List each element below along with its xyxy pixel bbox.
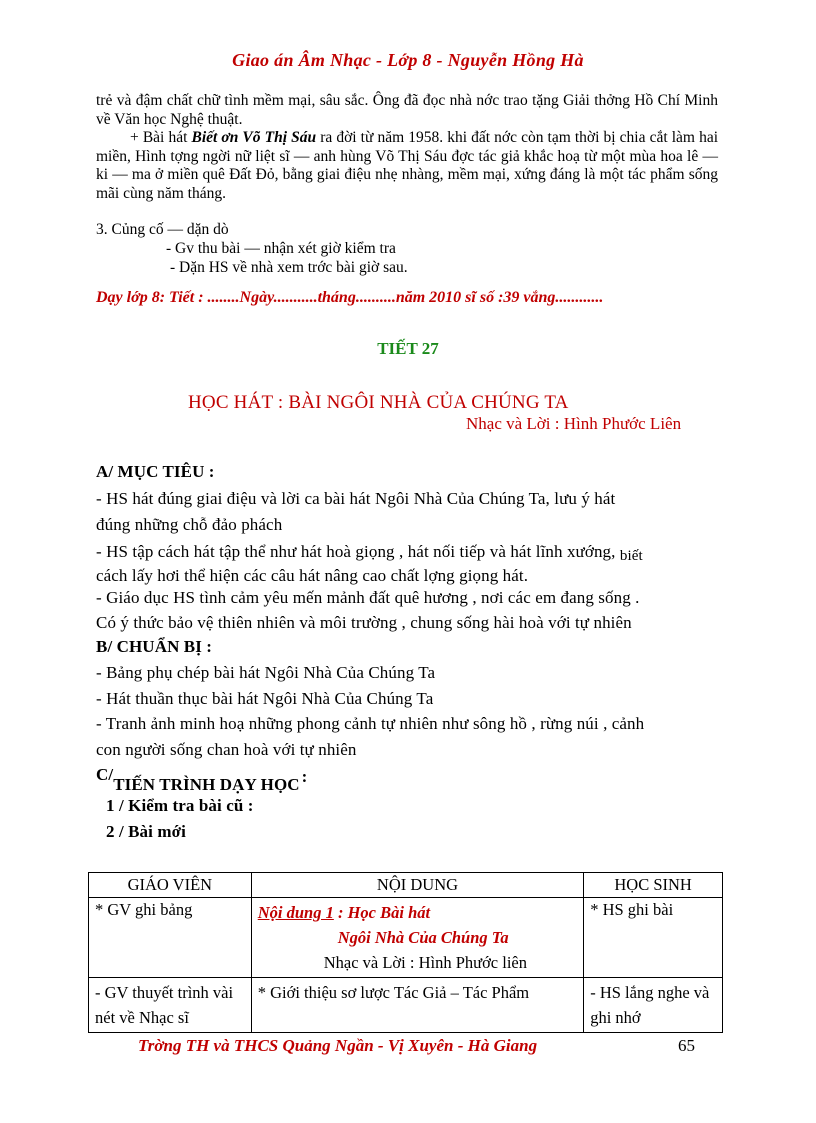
section-a-line: - HS hát đúng giai điệu và lời ca bài hát Ngôi Nhà Của Chúng Ta, lưu ý hát [96, 489, 616, 508]
section-b-line: - Bảng phụ chép bài hát Ngôi Nhà Của Chúng Ta [96, 663, 436, 682]
teaching-day-line: Dạy lớp 8: Tiết : ........Ngày...........tháng..........năm 2010 sĩ số :39 vắng............ [96, 289, 604, 306]
cungco-title: 3. Củng cố — dặn dò [96, 221, 229, 238]
section-b-line: - Hát thuần thục bài hát Ngôi Nhà Của Chúng Ta [96, 689, 434, 708]
content-song-author: Nhạc và Lời : Hình Phước liên [323, 953, 527, 972]
table-cell: * HS ghi bài [584, 898, 723, 978]
section-c-letter: C/ [96, 765, 114, 784]
section-c-line-text: 2 / Bài mới [106, 822, 186, 841]
table-row [89, 978, 723, 1033]
section-a-line-tail: biết [619, 548, 643, 564]
section-a-line [96, 542, 643, 562]
content-number: Nội dung 1 [257, 903, 334, 922]
section-a-line-text: - HS tập cách hát tập thể như hát hoà giọng , hát nối tiếp và hát lĩnh xướng, [96, 542, 616, 561]
section-a-line: - Giáo dục HS tình cảm yêu mến mảnh đất quê hương , nơi các em đang sống . [96, 588, 640, 607]
table-cell: - GV thuyết trình vài nét về Nhạc sĩ [89, 978, 252, 1033]
table-header-row [89, 873, 723, 898]
cungco-item-1: - Gv thu bài — nhận xét giờ kiểm tra [166, 240, 396, 257]
lesson-table [88, 872, 723, 1033]
lesson-author: Nhạc và Lời : Hình Phước Liên [466, 414, 682, 433]
section-a-line: cách lấy hơi thể hiện các câu hát nâng cao chất lợng giọng hát. [96, 566, 529, 585]
section-a-heading: A/ MỤC TIÊU : [96, 462, 215, 481]
intro-paragraph-2 [96, 129, 718, 203]
page-number: 65 [678, 1036, 695, 1055]
column-header: NỘI DUNG [251, 873, 584, 898]
song-prefix: + Bài hát [130, 129, 192, 146]
column-header: HỌC SINH [584, 873, 723, 898]
section-c-line-text: 1 / Kiểm tra bài cũ : [106, 796, 254, 815]
section-c-colon: : [301, 767, 308, 786]
lesson-number: TIẾT 27 [377, 339, 439, 358]
page-footer: Trờng TH và THCS Quảng Ngần - Vị Xuyên - Hà Giang [138, 1036, 538, 1055]
section-a-line: Có ý thức bảo vệ thiên nhiên và môi trường , chung sống hài hoà với tự nhiên [96, 613, 632, 632]
intro-paragraph-1: trẻ và đậm chất chữ tình mềm mại, sâu sắc. Ông đã đọc nhà nớc trao tặng Giải thởng Hồ Chí Minh về Văn học Nghệ thuật. [96, 92, 718, 128]
song-title: Biết ơn Võ Thị Sáu [191, 129, 317, 146]
table-cell: * Giới thiệu sơ lược Tác Giả – Tác Phẩm [251, 978, 584, 1033]
section-c-line [106, 822, 186, 842]
section-c-heading [96, 765, 308, 794]
song-description: ra đời từ năm 1958. khi đất nớc còn tạm thời bị chia cắt làm hai miền, Hình tợng ngời nữ liệt sĩ — anh hùng Võ Thị Sáu đợc tác giả khắc hoạ từ một mùa hoa lê — ki — ma ở miền quê Đất Đỏ, bằng giai điệu nhẹ nhàng, mềm mại, xứng đáng là một tác phẩm sống mãi cùng năm tháng. [96, 129, 719, 202]
section-b-line: con người sống chan hoà với tự nhiên [96, 740, 357, 759]
section-c-title: TIẾN TRÌNH DẠY HỌC [113, 775, 300, 794]
section-b-line: - Tranh ảnh minh hoạ những phong cảnh tự nhiên như sông hồ , rừng núi , cảnh [96, 714, 645, 733]
section-b-heading: B/ CHUẨN BỊ : [96, 637, 213, 656]
table-cell [251, 898, 584, 978]
content-heading: : Học Bài hát [333, 903, 431, 922]
cungco-item-2: - Dặn HS về nhà xem trớc bài giờ sau. [170, 259, 408, 276]
page-header: Giao án Âm Nhạc - Lớp 8 - Nguyễn Hồng Hà [232, 50, 584, 70]
table-row [89, 898, 723, 978]
table-cell: * GV ghi bảng [89, 898, 252, 978]
table-cell: - HS lắng nghe và ghi nhớ [584, 978, 723, 1033]
content-song-title: Ngôi Nhà Của Chúng Ta [337, 928, 509, 947]
column-header: GIÁO VIÊN [89, 873, 252, 898]
content-label [258, 900, 578, 925]
section-c-line [106, 796, 254, 816]
lesson-title: HỌC HÁT : BÀI NGÔI NHÀ CỦA CHÚNG TA [188, 392, 569, 413]
section-a-line: đúng những chỗ đảo phách [96, 515, 283, 534]
